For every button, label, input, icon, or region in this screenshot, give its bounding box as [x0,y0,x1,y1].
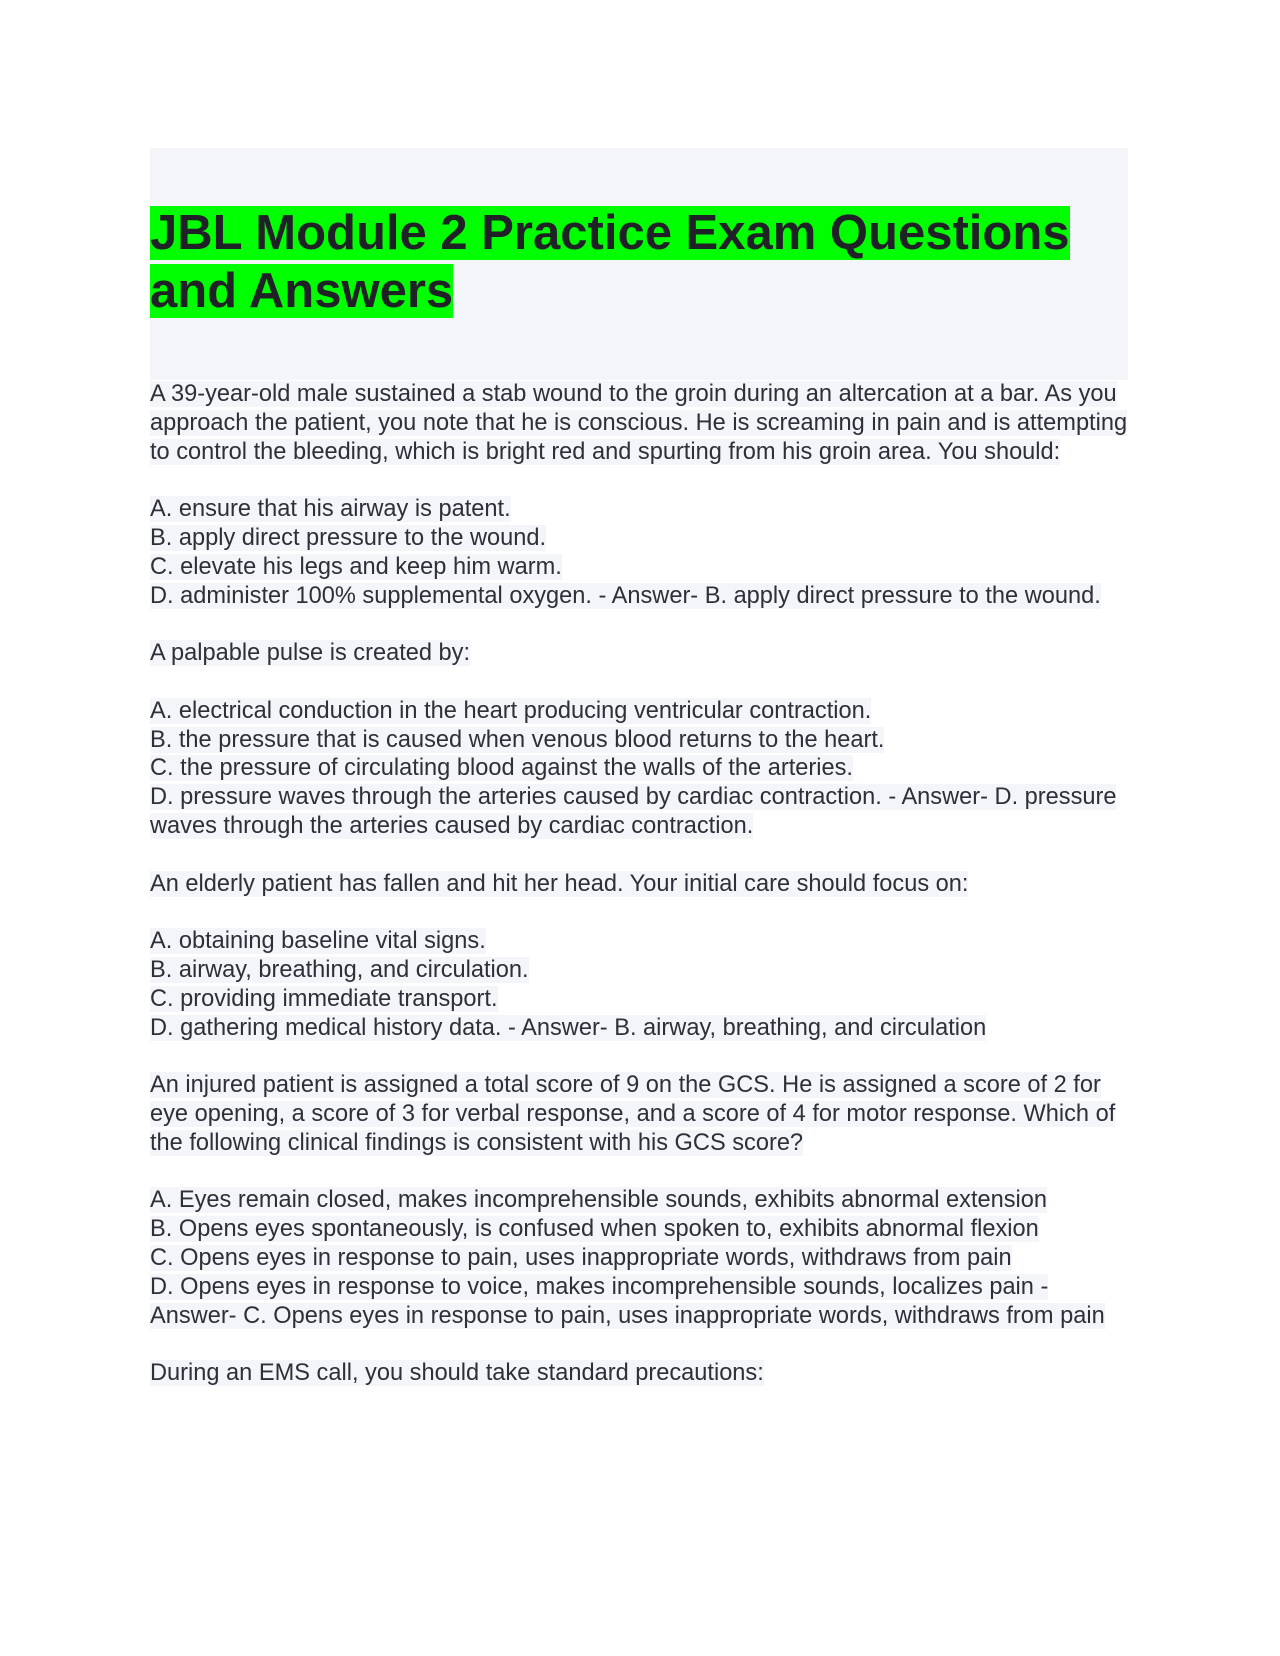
document-paragraph [150,870,1135,899]
paragraph-text: An elderly patient has fallen and hit her head. Your initial care should focus on: [150,870,969,897]
document-paragraph [150,1071,1135,1157]
document-paragraph [150,380,1135,466]
document-paragraph [150,697,1135,841]
paragraph-text: A. ensure that his airway is patent. B. apply direct pressure to the wound. C. elevate his legs and keep him warm. D. administer 100% supplemental oxygen. - Answer- B. apply direct pressure to the wound. [150,496,1101,609]
document-title-highlight: JBL Module 2 Practice Exam Questions and Answers [150,206,1070,318]
paragraph-text: A palpable pulse is created by: [150,640,471,667]
document-paragraph [150,1186,1135,1330]
paragraph-text: A. obtaining baseline vital signs. B. airway, breathing, and circulation. C. providing immediate transport. D. gathering medical history data. - Answer- B. airway, breathing, and circulation [150,928,987,1041]
paragraph-text: A. Eyes remain closed, makes incomprehensible sounds, exhibits abnormal extension B. Opens eyes spontaneously, is confused when spoken to, exhibits abnormal flexion C. Opens eyes in response to pain, uses inappropriate words, withdraws from pain D. Opens eyes in response to voice, makes incomprehensible sounds, localizes pain - Answer- C. Opens eyes in response to pain, uses inappropriate words, withdraws from pain [150,1187,1105,1329]
paragraph-text: A. electrical conduction in the heart producing ventricular contraction. B. the pressure that is caused when venous blood returns to the heart. C. the pressure of circulating blood against the walls of the arteries. D. pressure waves through the arteries caused by cardiac contraction. - Answer- D. pressure waves through the arteries caused by cardiac contraction. [150,697,1117,839]
document-title [150,204,1128,320]
document-paragraph [150,495,1135,610]
document-paragraph [150,927,1135,1042]
document-paragraph [150,1359,1135,1388]
paragraph-text: An injured patient is assigned a total score of 9 on the GCS. He is assigned a score of 2 for eye opening, a score of 3 for verbal response, and a score of 4 for motor response. Which of the following clinical findings is consistent with his GCS score? [150,1072,1116,1156]
paragraph-text: During an EMS call, you should take standard precautions: [150,1360,764,1387]
document-body [150,380,1135,1417]
paragraph-text: A 39-year-old male sustained a stab wound to the groin during an altercation at a bar. As you approach the patient, you note that he is conscious. He is screaming in pain and is attempting to control the bleeding, which is bright red and spurting from his groin area. You should: [150,381,1128,465]
document-paragraph [150,639,1135,668]
